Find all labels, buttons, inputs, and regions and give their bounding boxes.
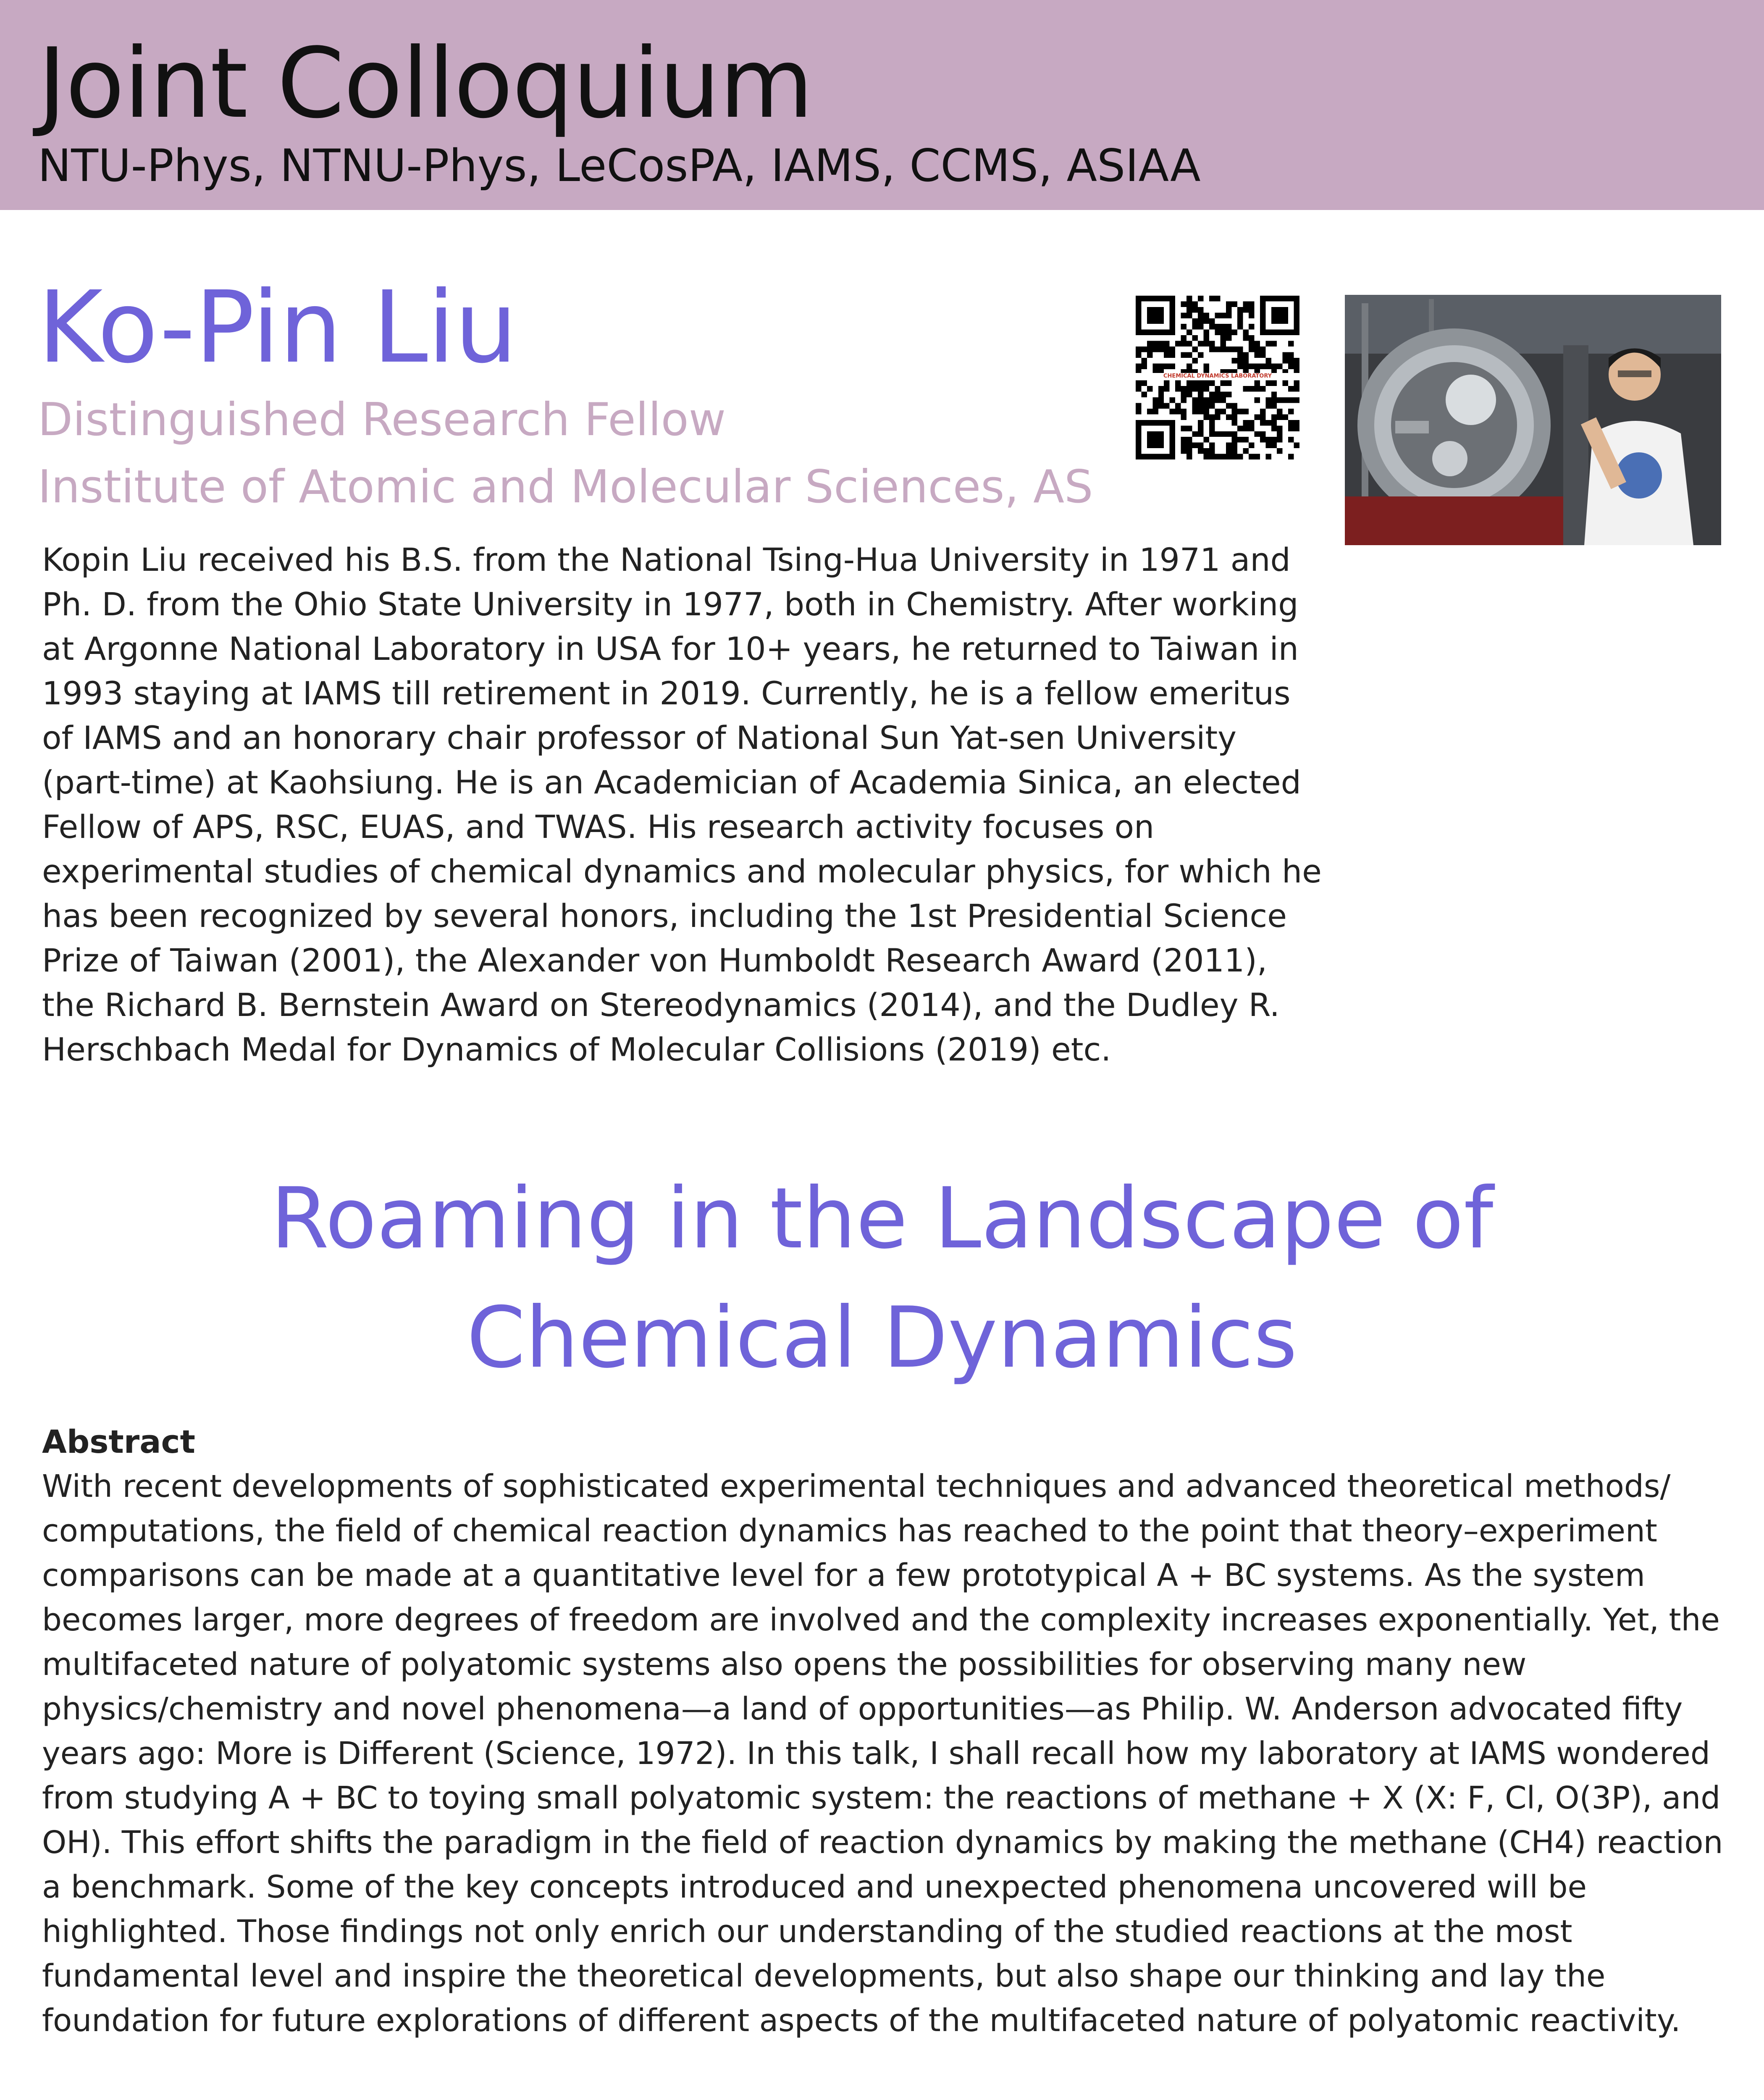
abstract-body — [42, 1464, 1726, 2043]
lab-qr-code[interactable] — [1136, 296, 1299, 459]
speaker-bio — [42, 538, 1327, 1072]
talk-title — [0, 1159, 1764, 1398]
abstract-text: With recent developments of sophisticated experimental techniques and advanced theoretical methods/ computations, the field of chemical reaction dynamics has reached to the point that theory–experiment comparisons can be made at a quantitative level for a few prototypical A + BC systems. As the system becomes larger, more degrees of freedom are involved and the complexity increases exponentially. Yet, the multifaceted nature of polyatomic systems also opens the possibilities for observing many new physics/chemistry and novel phenomena—a land of opportunities—as Philip. W. Anderson advocated fifty years ago: More is Different (Science, 1972). In this talk, I shall recall how my laboratory at IAMS wondered from studying A + BC to toying small polyatomic system: the reactions of methane + X (X: F, Cl, O(3P), and OH). This effort shifts the paradigm in the field of reaction dynamics by making the methane (CH4) reaction a benchmark. Some of the key concepts introduced and unexpected phenomena uncovered will be highlighted. Those findings not only enrich our understanding of the studied reactions at the most fundamental level and inspire the theoretical developments, but also shape our thinking and lay the foundation for future explorations of different aspects of the multifaceted nature of polyatomic reactivity. — [42, 1468, 1723, 2039]
talk-title-line-1: Roaming in the Landscape of — [270, 1170, 1494, 1268]
speaker-institution: Institute of Atomic and Molecular Sciences, AS — [38, 461, 1093, 513]
speaker-position: Distinguished Research Fellow — [38, 394, 726, 446]
talk-title-line-2: Chemical Dynamics — [467, 1289, 1297, 1387]
bio-text: Kopin Liu received his B.S. from the National Tsing-Hua University in 1971 and Ph. D. from the Ohio State University in 1977, both in Chemistry. After working at Argonne National Laboratory in USA for 10+ years, he returned to Taiwan in 1993 staying at IAMS till retirement in 2019. Currently, he is a fellow emeritus of IAMS and an honorary chair professor of National Sun Yat-sen University (part-time) at Kaohsiung. He is an Academician of Academia Sinica, an elected Fellow of APS, RSC, EUAS, and TWAS. His research activity focuses on experimental studies of chemical dynamics and molecular physics, for which he has been recognized by several honors, including the 1st Presidential Science Prize of Taiwan (2001), the Alexander von Humboldt Research Award (2011), the Richard B. Bernstein Award on Stereodynamics (2014), and the Dudley R. Herschbach Medal for Dynamics of Molecular Collisions (2019) etc. — [42, 541, 1322, 1068]
organizers-line: NTU-Phys, NTNU-Phys, LeCosPA, IAMS, CCMS, ASIAA — [38, 140, 1201, 192]
speaker-name: Ko-Pin Liu — [38, 270, 517, 385]
lab-qr-caption: CHEMICAL DYNAMICS LABORATORY — [1136, 373, 1299, 379]
abstract-heading: Abstract — [42, 1423, 195, 1460]
speaker-photo — [1345, 295, 1721, 545]
series-title: Joint Colloquium — [38, 28, 813, 140]
